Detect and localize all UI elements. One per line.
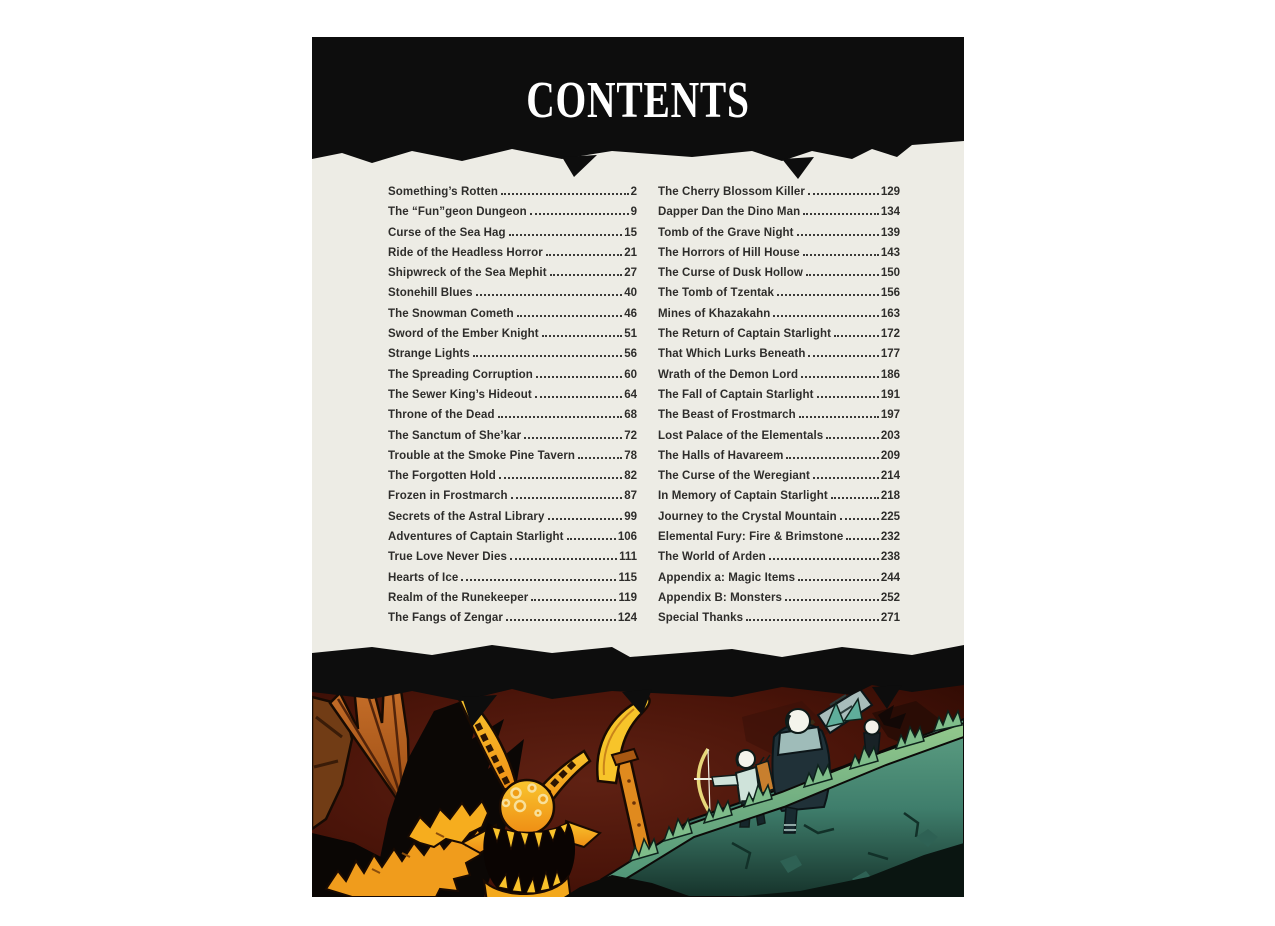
toc-entry-title: Special Thanks bbox=[658, 612, 744, 625]
toc-entry bbox=[658, 511, 900, 531]
dot-leader bbox=[536, 376, 622, 378]
toc-entry-title: The Tomb of Tzentak bbox=[658, 287, 775, 300]
dot-leader bbox=[499, 477, 622, 479]
dot-leader bbox=[535, 396, 622, 398]
toc-entry-page-number: 68 bbox=[624, 409, 637, 422]
toc-entry bbox=[658, 450, 900, 470]
toc-entry bbox=[658, 186, 900, 206]
toc-entry-page-number: 139 bbox=[880, 226, 900, 239]
toc-entry bbox=[388, 592, 637, 612]
dot-leader bbox=[501, 193, 629, 195]
toc-entry-page-number: 252 bbox=[880, 591, 900, 604]
toc-entry bbox=[658, 206, 900, 226]
toc-entry-title: Ride of the Headless Horror bbox=[388, 246, 543, 259]
toc-entry-page-number: 186 bbox=[880, 368, 900, 381]
toc-entry bbox=[388, 470, 637, 490]
dot-leader bbox=[797, 234, 879, 236]
toc-entry bbox=[388, 490, 637, 510]
dot-leader bbox=[808, 193, 879, 195]
toc-entry bbox=[388, 430, 637, 450]
toc-entry bbox=[388, 450, 637, 470]
dot-leader bbox=[531, 599, 616, 601]
toc-entry-page-number: 209 bbox=[880, 449, 900, 462]
toc-entry bbox=[658, 490, 900, 510]
dot-leader bbox=[834, 335, 879, 337]
toc-entry bbox=[388, 308, 637, 328]
toc-entry-title: Elemental Fury: Fire & Brimstone bbox=[658, 531, 844, 544]
toc-entry-page-number: 46 bbox=[624, 307, 637, 320]
toc-entry-title: The Fangs of Zengar bbox=[388, 612, 503, 625]
dot-leader bbox=[799, 416, 879, 418]
toc-entry bbox=[388, 348, 637, 368]
toc-entry bbox=[658, 612, 900, 632]
toc-entry bbox=[388, 511, 637, 531]
dot-leader bbox=[808, 355, 878, 357]
toc-entry-title: Mines of Khazakahn bbox=[658, 307, 771, 320]
dot-leader bbox=[817, 396, 879, 398]
toc-entry-title: Wrath of the Demon Lord bbox=[658, 368, 799, 381]
toc-entry-page-number: 238 bbox=[880, 551, 900, 564]
toc-entry-page-number: 218 bbox=[880, 490, 900, 503]
toc-entry bbox=[658, 531, 900, 551]
toc-entry-page-number: 111 bbox=[619, 551, 637, 564]
toc-entry-title: The Curse of Dusk Hollow bbox=[658, 267, 803, 280]
dot-leader bbox=[461, 579, 616, 581]
toc-entry-title: The Curse of the Weregiant bbox=[658, 470, 810, 483]
toc-entry bbox=[388, 206, 637, 226]
toc-entry-title: The Horrors of Hill House bbox=[658, 246, 800, 259]
toc-entry-page-number: 124 bbox=[617, 612, 637, 625]
toc-entry bbox=[658, 227, 900, 247]
dot-leader bbox=[530, 213, 629, 215]
toc-entry-page-number: 2 bbox=[630, 186, 637, 198]
dot-leader bbox=[498, 416, 623, 418]
toc-entry bbox=[658, 247, 900, 267]
dot-leader bbox=[546, 254, 622, 256]
toc-entry bbox=[658, 592, 900, 612]
toc-entry-page-number: 203 bbox=[880, 429, 900, 442]
dot-leader bbox=[524, 437, 622, 439]
toc-entry-page-number: 129 bbox=[880, 186, 900, 198]
toc-entry-title: The Fall of Captain Starlight bbox=[658, 388, 814, 401]
toc-entry bbox=[658, 430, 900, 450]
toc-entry-page-number: 9 bbox=[630, 206, 637, 219]
toc-entry-page-number: 191 bbox=[880, 388, 900, 401]
toc-entry-page-number: 27 bbox=[624, 267, 637, 280]
toc-entry-title: Frozen in Frostmarch bbox=[388, 490, 508, 503]
dot-leader bbox=[831, 497, 879, 499]
dot-leader bbox=[476, 294, 623, 296]
toc-entry-title: Appendix a: Magic Items bbox=[658, 571, 796, 584]
toc-entry-title: Realm of the Runekeeper bbox=[388, 591, 529, 604]
toc-entry-title: Tomb of the Grave Night bbox=[658, 226, 794, 239]
toc-entry bbox=[388, 369, 637, 389]
toc-entry-title: Secrets of the Astral Library bbox=[388, 510, 545, 523]
toc-entry-title: Something’s Rotten bbox=[388, 186, 498, 198]
toc-entry-page-number: 177 bbox=[880, 348, 900, 361]
dot-leader bbox=[803, 213, 879, 215]
toc-entry bbox=[388, 572, 637, 592]
toc-entry-page-number: 271 bbox=[880, 612, 900, 625]
dot-leader bbox=[509, 234, 623, 236]
dot-leader bbox=[806, 274, 879, 276]
toc-entry-title: Journey to the Crystal Mountain bbox=[658, 510, 837, 523]
toc-entry-page-number: 64 bbox=[624, 388, 637, 401]
toc-entry-title: The Spreading Corruption bbox=[388, 368, 533, 381]
dot-leader bbox=[801, 376, 879, 378]
toc-entry-title: Trouble at the Smoke Pine Tavern bbox=[388, 449, 576, 462]
toc-entry-page-number: 156 bbox=[880, 287, 900, 300]
toc-entry-title: The Snowman Cometh bbox=[388, 307, 514, 320]
toc-entry-title: Hearts of Ice bbox=[388, 571, 459, 584]
toc-column-left bbox=[388, 186, 637, 633]
toc-entry bbox=[388, 389, 637, 409]
dot-leader bbox=[473, 355, 622, 357]
toc-entry-page-number: 56 bbox=[624, 348, 637, 361]
toc-entry-page-number: 115 bbox=[618, 571, 637, 584]
toc-entry-page-number: 15 bbox=[624, 226, 637, 239]
toc-entry bbox=[658, 308, 900, 328]
toc-entry-title: Appendix B: Monsters bbox=[658, 591, 783, 604]
toc-entry-title: The Sewer King’s Hideout bbox=[388, 388, 532, 401]
dot-leader bbox=[548, 518, 623, 520]
dot-leader bbox=[550, 274, 623, 276]
toc-entry-page-number: 214 bbox=[880, 470, 900, 483]
toc-entry bbox=[658, 348, 900, 368]
toc-entry-title: Throne of the Dead bbox=[388, 409, 495, 422]
toc-entry-title: Sword of the Ember Knight bbox=[388, 328, 539, 341]
toc-entry-title: The Sanctum of She’kar bbox=[388, 429, 522, 442]
toc-entry bbox=[388, 328, 637, 348]
toc-entry-page-number: 150 bbox=[880, 267, 900, 280]
dot-leader bbox=[511, 497, 623, 499]
dot-leader bbox=[773, 315, 878, 317]
toc-entry bbox=[658, 287, 900, 307]
dot-leader bbox=[813, 477, 879, 479]
toc-entry bbox=[388, 227, 637, 247]
toc-entry-page-number: 197 bbox=[880, 409, 900, 422]
toc-entry-page-number: 172 bbox=[880, 328, 900, 341]
toc-entry-title: Adventures of Captain Starlight bbox=[388, 531, 564, 544]
toc-entry-title: That Which Lurks Beneath bbox=[658, 348, 806, 361]
toc-entry-title: In Memory of Captain Starlight bbox=[658, 490, 828, 503]
toc-entry-title: The Return of Captain Starlight bbox=[658, 328, 832, 341]
toc-entry-page-number: 72 bbox=[624, 429, 637, 442]
dot-leader bbox=[840, 518, 879, 520]
dot-leader bbox=[798, 579, 879, 581]
toc-entry bbox=[388, 551, 637, 571]
dot-leader bbox=[846, 538, 878, 540]
dot-leader bbox=[510, 558, 617, 560]
toc-entry bbox=[388, 186, 637, 206]
dot-leader bbox=[786, 457, 878, 459]
toc-entry bbox=[658, 267, 900, 287]
dot-leader bbox=[542, 335, 622, 337]
toc-entry bbox=[658, 572, 900, 592]
toc-entry-title: The World of Arden bbox=[658, 551, 766, 564]
toc-entry-title: Curse of the Sea Hag bbox=[388, 226, 506, 239]
toc-entry-title: The Cherry Blossom Killer bbox=[658, 186, 805, 198]
toc-entry bbox=[658, 409, 900, 429]
toc-entry-page-number: 60 bbox=[624, 368, 637, 381]
dot-leader bbox=[578, 457, 622, 459]
dot-leader bbox=[803, 254, 879, 256]
toc-entry-page-number: 99 bbox=[624, 510, 637, 523]
toc-entry-title: True Love Never Dies bbox=[388, 551, 507, 564]
toc-entry-title: Stonehill Blues bbox=[388, 287, 473, 300]
toc-entry-title: The Halls of Havareem bbox=[658, 449, 784, 462]
toc-entry bbox=[658, 551, 900, 571]
toc-entry-page-number: 40 bbox=[624, 287, 637, 300]
toc-entry bbox=[388, 531, 637, 551]
toc-entry-page-number: 78 bbox=[624, 449, 637, 462]
toc-entry-title: The Forgotten Hold bbox=[388, 470, 496, 483]
toc-entry-page-number: 106 bbox=[617, 531, 637, 544]
dot-leader bbox=[769, 558, 879, 560]
toc-entry-page-number: 21 bbox=[624, 246, 637, 259]
toc-entry bbox=[658, 328, 900, 348]
dot-leader bbox=[567, 538, 616, 540]
toc-entry bbox=[388, 612, 637, 632]
dot-leader bbox=[785, 599, 879, 601]
toc-entry-page-number: 51 bbox=[624, 328, 637, 341]
toc-entry-title: Dapper Dan the Dino Man bbox=[658, 206, 801, 219]
toc-entry-page-number: 119 bbox=[618, 591, 637, 604]
toc-entry-title: Strange Lights bbox=[388, 348, 470, 361]
dot-leader bbox=[826, 437, 879, 439]
page-title: CONTENTS bbox=[526, 72, 750, 129]
toc-entry-title: The Beast of Frostmarch bbox=[658, 409, 796, 422]
toc-entry-page-number: 163 bbox=[880, 307, 900, 320]
book-page bbox=[312, 37, 964, 897]
toc-entry bbox=[658, 470, 900, 490]
toc-entry-page-number: 82 bbox=[624, 470, 637, 483]
dot-leader bbox=[517, 315, 622, 317]
toc bbox=[388, 186, 900, 633]
toc-entry-page-number: 134 bbox=[880, 206, 900, 219]
toc-entry-page-number: 143 bbox=[880, 246, 900, 259]
toc-entry bbox=[388, 287, 637, 307]
toc-entry-page-number: 232 bbox=[880, 531, 900, 544]
toc-entry bbox=[388, 409, 637, 429]
toc-entry bbox=[658, 369, 900, 389]
toc-entry-title: Shipwreck of the Sea Mephit bbox=[388, 267, 547, 280]
toc-entry bbox=[658, 389, 900, 409]
dot-leader bbox=[777, 294, 879, 296]
toc-entry-page-number: 244 bbox=[880, 571, 900, 584]
toc-entry-title: Lost Palace of the Elementals bbox=[658, 429, 824, 442]
toc-entry-page-number: 225 bbox=[880, 510, 900, 523]
toc-entry-title: The “Fun”geon Dungeon bbox=[388, 206, 527, 219]
toc-column-right bbox=[658, 186, 900, 633]
dot-leader bbox=[746, 619, 879, 621]
toc-entry bbox=[388, 267, 637, 287]
toc-entry bbox=[388, 247, 637, 267]
cave-illustration bbox=[312, 681, 964, 897]
toc-entry-page-number: 87 bbox=[624, 490, 637, 503]
dot-leader bbox=[506, 619, 616, 621]
